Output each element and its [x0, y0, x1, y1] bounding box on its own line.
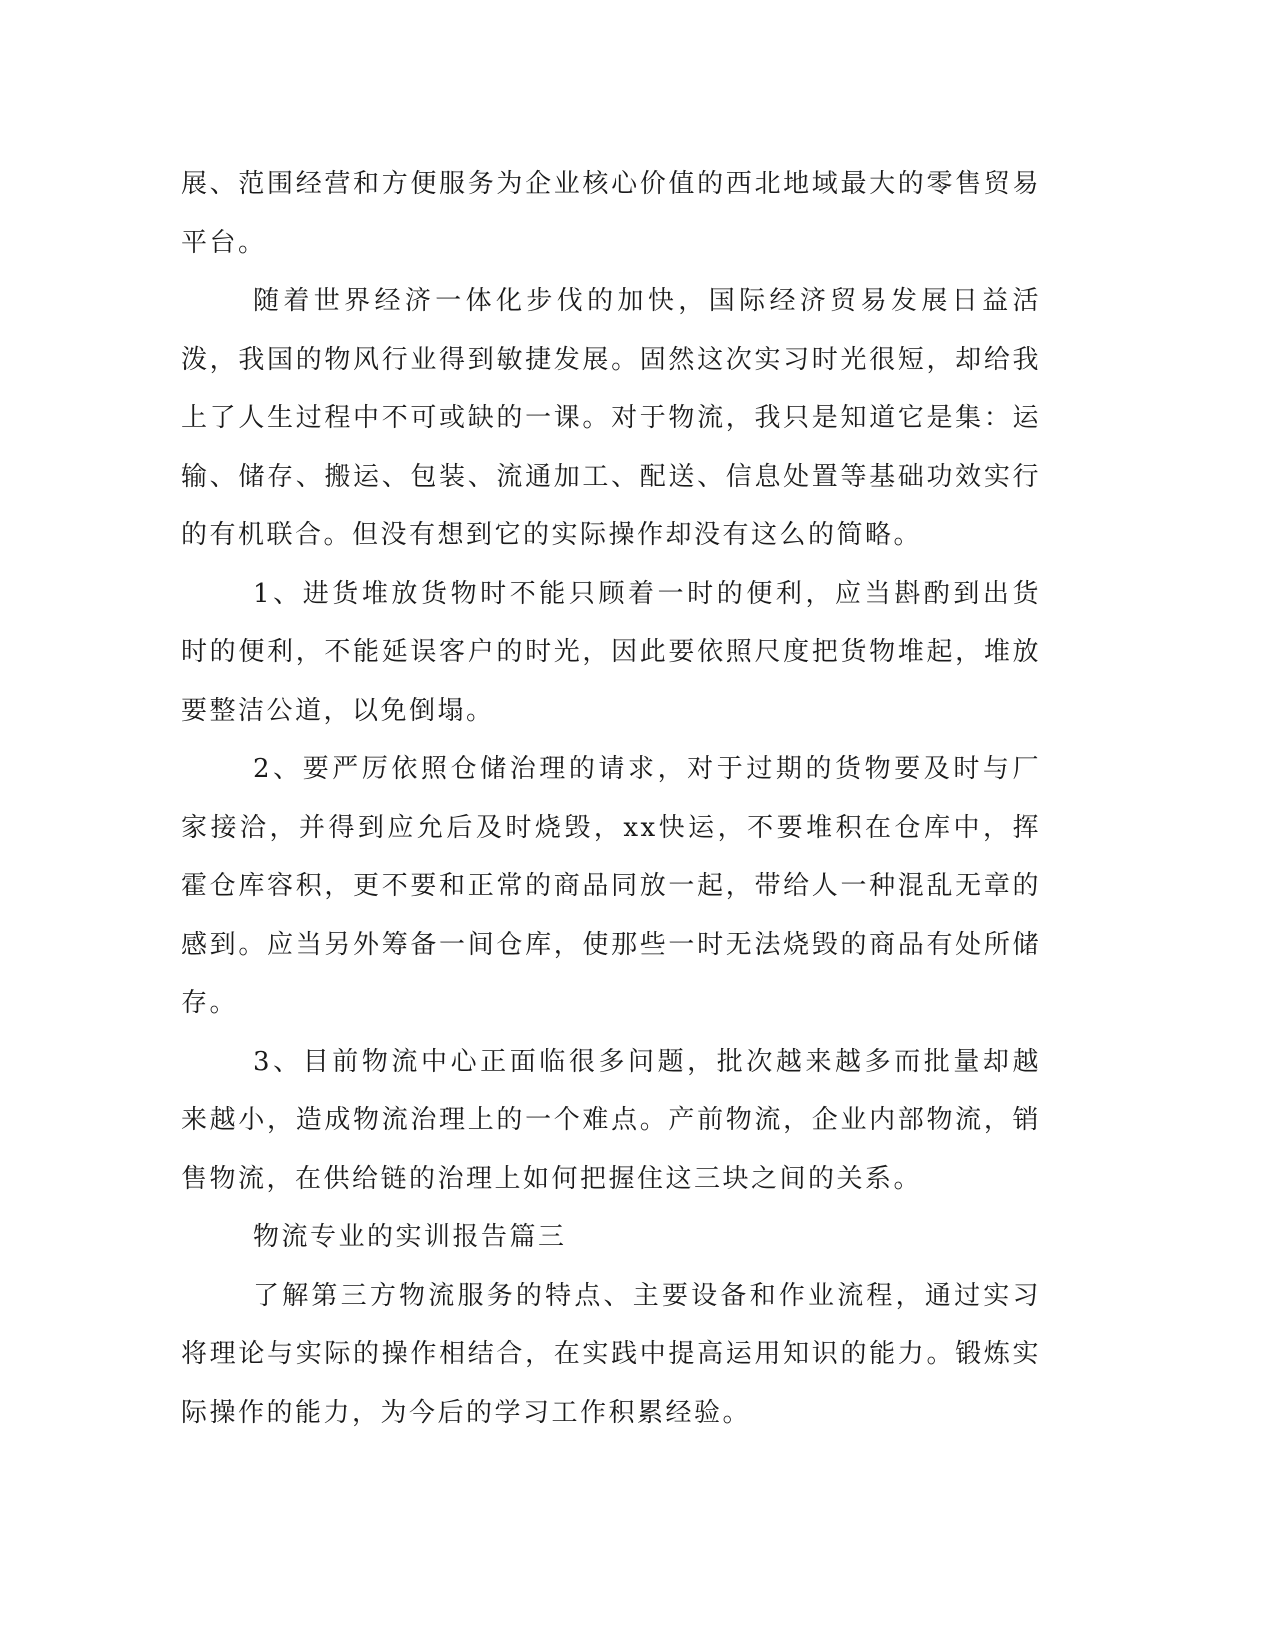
- paragraph-continuation: 展、范围经营和方便服务为企业核心价值的西北地域最大的零售贸易平台。: [181, 169, 1041, 258]
- paragraph-section-body: 了解第三方物流服务的特点、主要设备和作业流程，通过实习将理论与实际的操作相结合，在实践中提高运用知识的能力。锻炼实际操作的能力，为今后的学习工作积累经验。: [181, 1280, 1041, 1428]
- section-heading: 物流专业的实训报告篇三: [253, 1222, 567, 1252]
- paragraph-point-2: 2、要严厉依照仓储治理的请求，对于过期的货物要及时与厂家接洽，并得到应允后及时烧毁，xx快运，不要堆积在仓库中，挥霍仓库容积，更不要和正常的商品同放一起，带给人一种混乱无章的感到。应当另外筹备一间仓库，使那些一时无法烧毁的商品有处所储存。: [181, 754, 1041, 1018]
- paragraph-point-3: 3、目前物流中心正面临很多问题，批次越来越多而批量却越来越小，造成物流治理上的一个难点。产前物流，企业内部物流，销售物流，在供给链的治理上如何把握住这三块之间的关系。: [181, 1046, 1041, 1194]
- paragraph-intro: 随着世界经济一体化步伐的加快，国际经济贸易发展日益活泼，我国的物风行业得到敏捷发展。固然这次实习时光很短，却给我上了人生过程中不可或缺的一课。对于物流，我只是知道它是集：运输、储存、搬运、包装、流通加工、配送、信息处置等基础功效实行的有机联合。但没有想到它的实际操作却没有这么的简略。: [181, 286, 1041, 550]
- paragraph-point-1: 1、进货堆放货物时不能只顾着一时的便利，应当斟酌到出货时的便利，不能延误客户的时光，因此要依照尺度把货物堆起，堆放要整洁公道，以免倒塌。: [181, 578, 1041, 726]
- document-body: [181, 155, 1041, 1442]
